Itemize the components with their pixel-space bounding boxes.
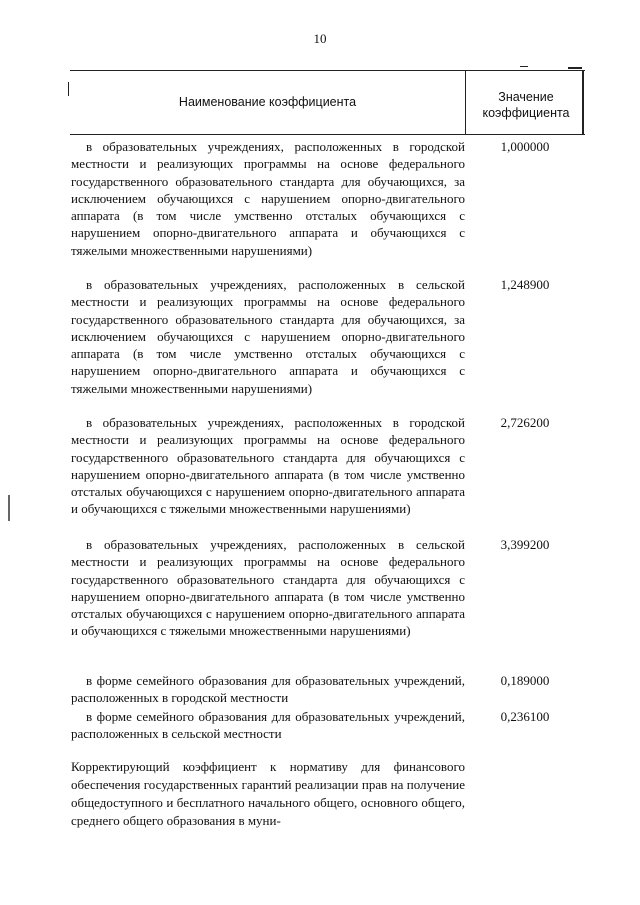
column-header-name: Наименование коэффициента — [178, 95, 357, 109]
column-header-value-line: коэффициента — [482, 106, 570, 120]
page-number: 10 — [313, 31, 327, 46]
table-column-divider — [465, 70, 466, 135]
column-header-value-line: Значение — [498, 90, 554, 104]
footer-paragraph: Корректирующий коэффициент к нормативу для финансового обеспечения государственных гарантий реализации прав на получение общедоступного и бесплатного начального общего, основного общего, среднего общего образования в муни- — [71, 759, 465, 828]
table-row-value: 2,726200 — [500, 415, 550, 430]
column-header-value — [468, 89, 584, 121]
table-row-description: в образовательных учреждениях, расположенных в городской местности и реализующих программы на основе федерального государственного образовательного стандарта для обучающихся, за исключением обучающихся с нарушением опорно-двигательного аппарата (в том числе умственно отсталых обучающихся с нарушением опорно-двигательного аппарата и обучающихся с тяжелыми множественными нарушениями) — [71, 139, 465, 258]
table-row-value: 3,399200 — [500, 537, 550, 552]
table-header-bottom-border — [70, 134, 585, 135]
table-row-description: в форме семейного образования для образовательных учреждений, расположенных в сельской местности — [71, 709, 465, 742]
table-row-description: в образовательных учреждениях, расположенных в сельской местности и реализующих программы на основе федерального государственного образовательного стандарта для обучающихся с нарушением опорно-двигательного аппарата (в том числе умственно отсталых обучающихся с нарушением опорно-двигательного аппарата и обучающихся с тяжелыми множественными нарушениями) — [71, 537, 465, 639]
table-row-value: 1,000000 — [500, 139, 550, 154]
table-row-description: в образовательных учреждениях, расположенных в городской местности и реализующих программы на основе федерального государственного образовательного стандарта для обучающихся с нарушением опорно-двигательного аппарата (в том числе умственно отсталых обучающихся с нарушением опорно-двигательного аппарата и обучающихся с тяжелыми множественными нарушениями) — [71, 415, 465, 517]
scan-mark — [8, 495, 10, 521]
table-row-description: в форме семейного образования для образовательных учреждений, расположенных в городской местности — [71, 673, 465, 706]
scan-mark — [68, 82, 69, 96]
table-row-value: 0,236100 — [500, 709, 550, 724]
table-row-value: 1,248900 — [500, 277, 550, 292]
table-row-description: в образовательных учреждениях, расположенных в сельской местности и реализующих программы на основе федерального государственного образовательного стандарта для обучающихся, за исключением обучающихся с нарушением опорно-двигательного аппарата (в том числе умственно отсталых обучающихся с нарушением опорно-двигательного аппарата и обучающихся с тяжелыми множественными нарушениями) — [71, 277, 465, 396]
scan-mark — [568, 67, 582, 69]
table-top-border — [70, 70, 585, 71]
scan-mark — [520, 66, 528, 67]
table-row-value: 0,189000 — [500, 673, 550, 688]
